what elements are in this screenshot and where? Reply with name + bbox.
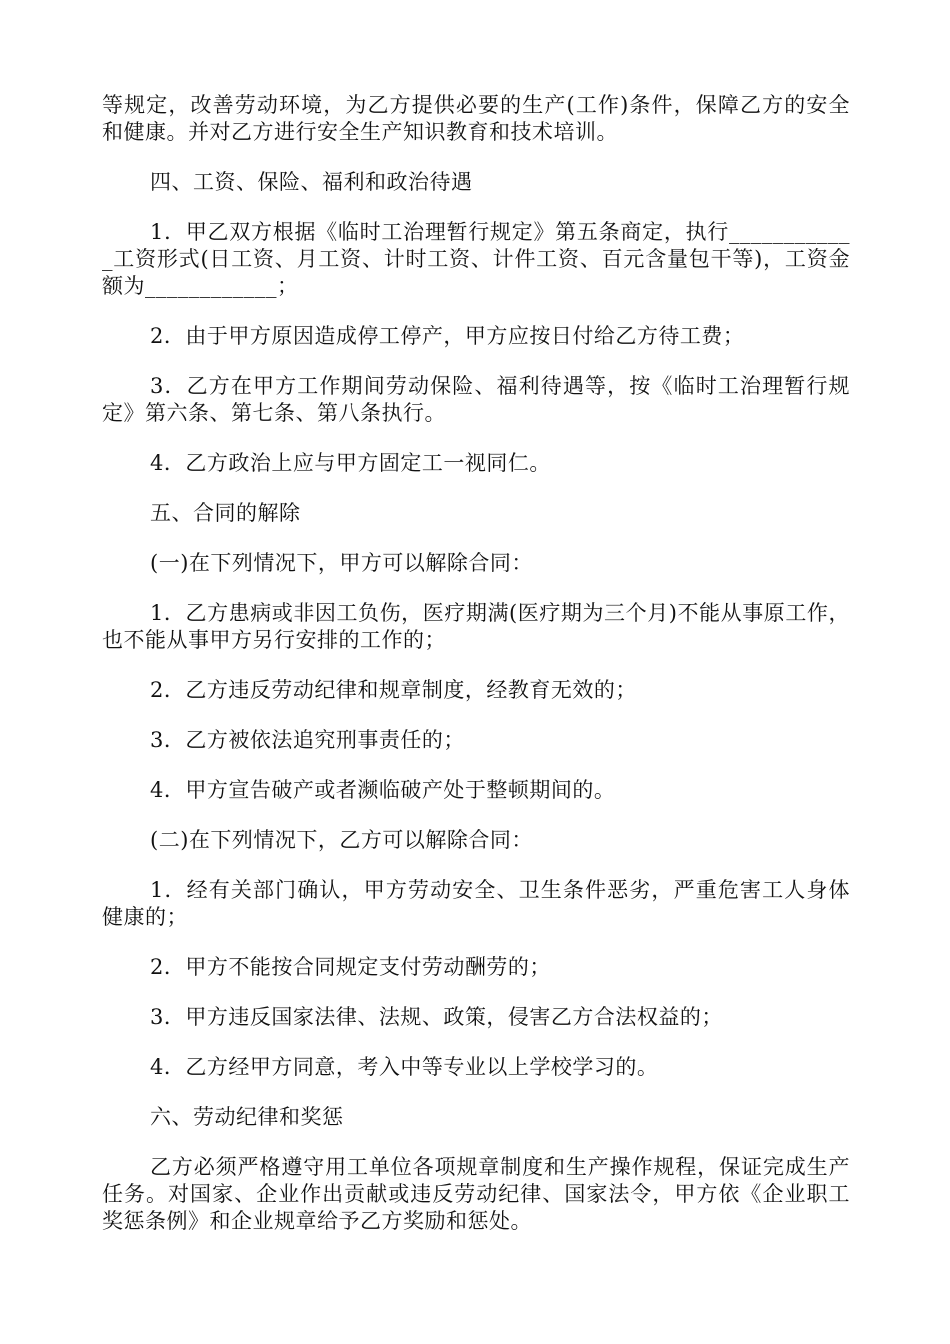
clause-wages-2: 2．由于甲方原因造成停工停产，甲方应按日付给乙方待工费； xyxy=(150,324,745,348)
clause-b-termination-1: 1．经有关部门确认，甲方劳动安全、卫生条件恶劣，严重危害工人身体健康的； xyxy=(102,878,850,929)
clause-b-termination-4: 4．乙方经甲方同意，考入中等专业以上学校学习的。 xyxy=(150,1055,659,1079)
section-heading-discipline: 六、劳动纪律和奖惩 xyxy=(150,1105,344,1129)
subheading-party-b-termination: (二)在下列情况下，乙方可以解除合同： xyxy=(150,828,533,852)
section-heading-termination: 五、合同的解除 xyxy=(150,501,301,525)
clause-a-termination-1: 1．乙方患病或非因工负伤，医疗期满(医疗期为三个月)不能从事原工作，也不能从事甲方另行安排的工作的； xyxy=(102,601,850,652)
clause-a-termination-4: 4．甲方宣告破产或者濒临破产处于整顿期间的。 xyxy=(150,778,616,802)
clause-b-termination-2: 2．甲方不能按合同规定支付劳动酬劳的； xyxy=(150,955,551,979)
section-heading-wages: 四、工资、保险、福利和政治待遇 xyxy=(150,170,473,194)
clause-a-termination-3: 3．乙方被依法追究刑事责任的； xyxy=(150,728,465,752)
clause-wages-3: 3．乙方在甲方工作期间劳动保险、福利待遇等，按《临时工治理暂行规定》第六条、第七条、第八条执行。 xyxy=(102,374,850,425)
document-page xyxy=(102,92,850,1258)
clause-b-termination-3: 3．甲方违反国家法律、法规、政策，侵害乙方合法权益的； xyxy=(150,1005,723,1029)
clause-discipline: 乙方必须严格遵守用工单位各项规章制度和生产操作规程，保证完成生产任务。对国家、企业作出贡献或违反劳动纪律、国家法令，甲方依《企业职工奖惩条例》和企业规章给予乙方奖励和惩处。 xyxy=(102,1155,850,1233)
paragraph-continuation: 等规定，改善劳动环境，为乙方提供必要的生产(工作)条件，保障乙方的安全和健康。并对乙方进行安全生产知识教育和技术培训。 xyxy=(102,93,850,144)
clause-wages-4: 4．乙方政治上应与甲方固定工一视同仁。 xyxy=(150,451,551,475)
subheading-party-a-termination: (一)在下列情况下，甲方可以解除合同： xyxy=(150,551,533,575)
clause-a-termination-2: 2．乙方违反劳动纪律和规章制度，经教育无效的； xyxy=(150,678,637,702)
clause-wages-1: 1．甲乙双方根据《临时工治理暂行规定》第五条商定，执行____________工资形式(日工资、月工资、计时工资、计件工资、百元含量包干等)，工资金额为____________； xyxy=(102,220,850,298)
